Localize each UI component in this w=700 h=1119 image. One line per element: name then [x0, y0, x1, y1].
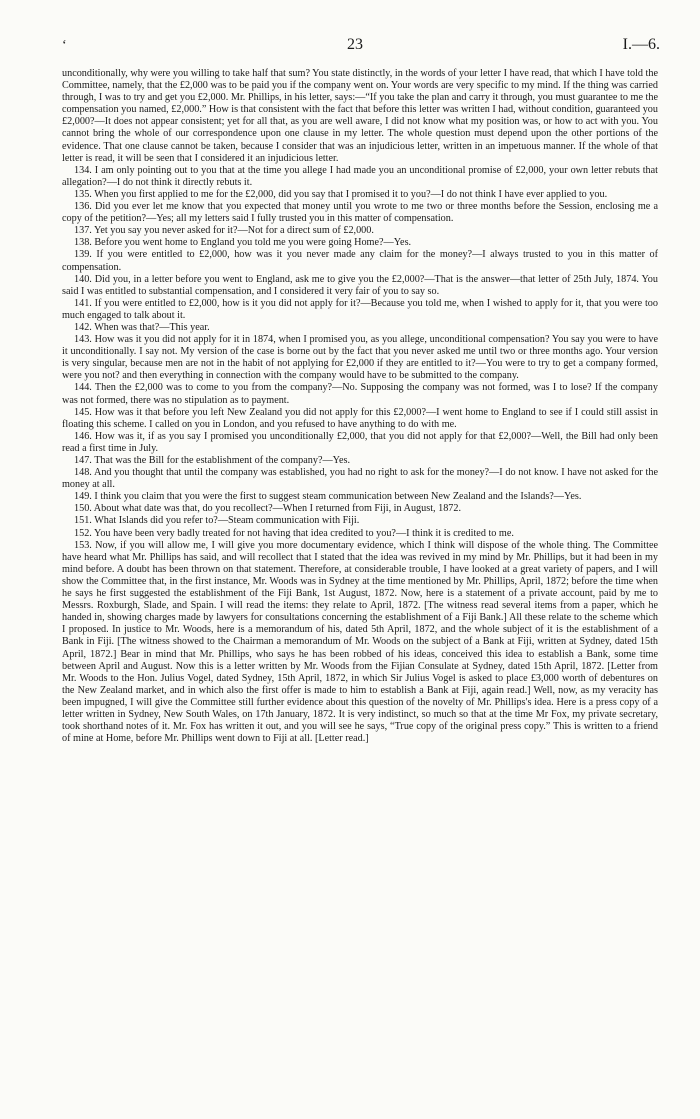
- question-143: 143. How was it you did not apply for it in 1874, when I promised you, as you allege, unconditional compensation? You say you were to have it unconditionally. I say not. My version of the case is borne out by the fact that you never asked me until two or three months ago. Your version is very singular, because men are not in the habit of not applying for £2,000 if they are entitled to it?—You were to try to get a company formed, were you not? and then everything in connection with the company would have to be submitted to the company.: [62, 334, 658, 382]
- document-reference: I.—6.: [622, 36, 660, 53]
- question-147: 147. That was the Bill for the establishment of the company?—Yes.: [74, 455, 351, 466]
- question-146: 146. How was it, if as you say I promised you unconditionally £2,000, that you did not apply for that £2,000?—Well, the Bill had only been read a first time in July.: [62, 430, 658, 454]
- page-body: [62, 68, 658, 745]
- question-142: 142. When was that?—This year.: [74, 321, 210, 333]
- question-141: 141. If you were entitled to £2,000, how is it you did not apply for it?—Because you told me, when I wished to apply for it, that you were too much engaged to talk about it.: [62, 297, 658, 321]
- question-145: 145. How was it that before you left New Zealand you did not apply for this £2,000?—I went home to England to see if I could still assist in floating this scheme. I called on you in London, and you refused to have anything to do with me.: [62, 406, 658, 430]
- question-140: 140. Did you, in a letter before you went to England, ask me to give you the £2,000?—That is the answer—that letter of 25th July, 1874. You said I was entitled to substantial compensation, and I considered it very fair of you to say so.: [62, 273, 658, 297]
- question-148: 148. And you thought that until the company was established, you had no right to ask for the money?—I do not know. I have not asked for the money at all.: [62, 467, 658, 491]
- question-135: 135. When you first applied to me for the £2,000, did you say that I promised it to you?—I do not think I have ever applied to you.: [74, 188, 608, 200]
- question-137: 137. Yet you say you never asked for it?—Not for a direct sum of £2,000.: [74, 225, 374, 237]
- page-number: 23: [347, 36, 363, 53]
- page-header: [50, 36, 660, 58]
- question-150: 150. About what date was that, do you recollect?—When I returned from Fiji, in August, 1872.: [74, 503, 462, 515]
- question-134: 134. I am only pointing out to you that at the time you allege I had made you an unconditional promise of £2,000, your own letter rebuts that allegation?—I do not think it directly rebuts it.: [62, 164, 658, 188]
- question-139: 139. If you were entitled to £2,000, how was it you never made any claim for the money?—I always trusted to you in this matter of compensation.: [62, 249, 658, 273]
- question-138: 138. Before you went home to England you told me you were going Home?—Yes.: [74, 237, 412, 249]
- question-153: 153. Now, if you will allow me, I will give you more documentary evidence, which I think will dispose of the whole thing. The Committee have heard what Mr. Phillips has said, and will recollect that I stated that the idea was revived in my mind by Mr. Phillips, but it had been in my mind before. A doubt has been thrown on that statement. Therefore, at considerable trouble, I have looked at a great variety of papers, and I will show the Committee that, in the first instance, Mr. Woods was in Sydney at the time mentioned by Mr. Phillips, April, 1872; before the time when he says he first suggested the establishment of the Fiji Bank, 1st August, 1872. Now, here is a statement of a private account, paid by me to Messrs. Roxburgh, Slade, and Spain. I will read the items: they relate to April, 1872. [The witness read several items from a paper, which he handed in, showing charges made by lawyers for consultations concerning the establishment of a Fiji Bank.] All these relate to the scheme which I proposed. In justice to Mr. Woods, here is a memorandum of his, dated 5th April, 1872, and the whole subject of it is the establishment of a Bank in Fiji. [The witness showed to the Chairman a memorandum of Mr. Woods on the subject of a Bank at Fiji, written at Sydney, dated 15th April, 1872.] Bear in mind that Mr. Phillips, who says he has been robbed of his ideas, conceived this idea to establish a Bank, some time between April and August. Now this is a letter written by Mr. Woods from the Fijian Consulate at Sydney, dated 15th April, 1872. [Letter from Mr. Woods to the Hon. Julius Vogel, dated Sydney, 15th April, 1872, in which Sir Julius Vogel is asked to place £3,000 worth of debentures on the New Zealand market, and in which also the first offer is made to him to establish a Bank at Fiji, again read.] Well, now, as my veracity has been impugned, I will give the Committee still further evidence about this question of the novelty of Mr. Phillips's idea. Here is a press copy of a letter written in Sydney, New South Wales, on 17th January, 1872. It is very indistinct, so much so that at the time Mr Fox, my private secretary, took shorthand notes of it. Mr. Fox has written it out, and you will see he says, “True copy of the original press copy.” This is written to a friend of mine at Home, before Mr. Phillips went down to Fiji at all. [Letter read.]: [62, 539, 658, 745]
- margin-mark: ‘: [62, 38, 67, 53]
- question-149: 149. I think you claim that you were the first to suggest steam communication between New Zealand and the Islands?—Yes.: [74, 491, 582, 503]
- question-136: 136. Did you ever let me know that you expected that money until you wrote to me two or three months before the Session, enclosing me a copy of the petition?—Yes; all my letters said I fully trusted you in this matter of compensation.: [62, 201, 658, 225]
- question-151: 151. What Islands did you refer to?—Steam communication with Fiji.: [74, 515, 360, 527]
- question-152: 152. You have been very badly treated for not having that idea credited to you?—I think it is credited to me.: [74, 527, 514, 539]
- paragraph-continued: unconditionally, why were you willing to take half that sum? You state distinctly, in the words of your letter I have read, that which I have told the Committee, namely, that the £2,000 was to be paid you if the company went on. Your words are very specific to my mind. If the thing was carried through, I was to try and get you £2,000. Mr. Phillips, in his letter, says:—“If you take the plan and carry it through, you must guarantee to me the compensation you named, £2,000.” How is that consistent with the fact that before this letter was written I had, without condition, guaranteed you £2,000?—It does not appear consistent; yet for all that, as you are well aware, I did not know what my position was, or how to act with you. You cannot bring the whole of our correspondence upon one clause in my letter. The whole question must depend upon the other portions of the evidence. That one clause cannot be taken, because I consider that was an injudicious letter, written in an impetuous manner. If the whole of that letter is read, it will be seen that I considered it an injudicious letter.: [62, 68, 658, 164]
- question-144: 144. Then the £2,000 was to come to you from the company?—No. Supposing the company was not formed, was I to lose? If the company was not formed, there was no stipulation as to payment.: [62, 382, 658, 406]
